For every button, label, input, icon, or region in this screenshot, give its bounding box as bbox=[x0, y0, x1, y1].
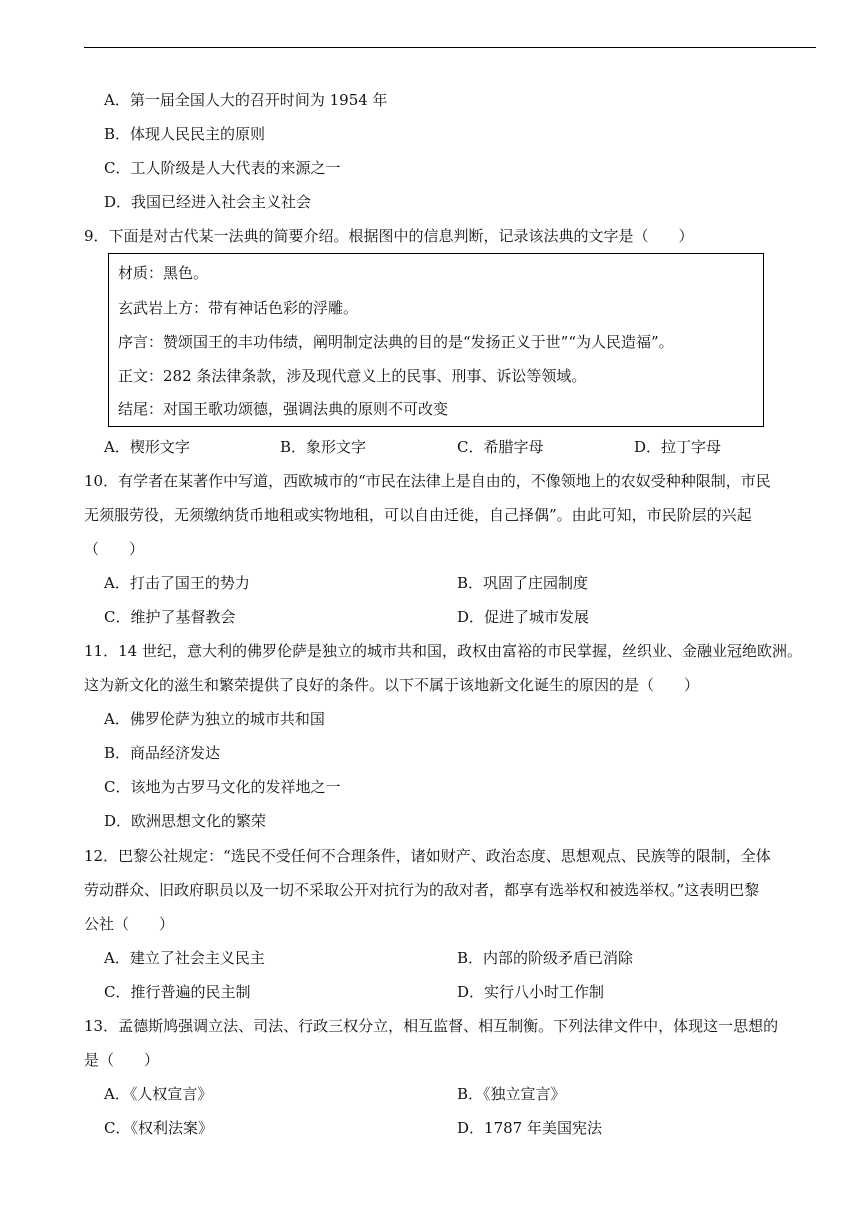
q11-option-d: D．欧洲思想文化的繁荣 bbox=[104, 812, 267, 830]
q11-stem-line: 11．14 世纪，意大利的佛罗伦萨是独立的城市共和国，政权由富裕的市民掌握，丝织业、金融业冠绝欧洲。 bbox=[84, 642, 802, 660]
q11-stem-line: 这为新文化的滋生和繁荣提供了良好的条件。以下不属于该地新文化诞生的原因的是（ ） bbox=[84, 676, 700, 694]
q9-stem: 9．下面是对古代某一法典的简要介绍。根据图中的信息判断，记录该法典的文字是（ ） bbox=[84, 227, 694, 245]
q10-option-b: B．巩固了庄园制度 bbox=[457, 574, 589, 592]
q9-box-line: 结尾：对国王歌功颂德，强调法典的原则不可改变 bbox=[118, 400, 449, 418]
q11-option-c: C．该地为古罗马文化的发祥地之一 bbox=[104, 778, 341, 796]
q11-option-a: A．佛罗伦萨为独立的城市共和国 bbox=[104, 710, 325, 728]
q9-box-line: 正文：282 条法律条款，涉及现代意义上的民事、刑事、诉讼等领域。 bbox=[118, 367, 587, 385]
q10-option-c: C．维护了基督教会 bbox=[104, 608, 236, 626]
q9-option-c: C．希腊字母 bbox=[457, 438, 544, 456]
q9-box-line: 玄武岩上方：带有神话色彩的浮雕。 bbox=[118, 299, 359, 317]
q13-stem-line: 13．孟德斯鸠强调立法、司法、行政三权分立，相互监督、相互制衡。下列法律文件中，体现这一思想的 bbox=[84, 1017, 779, 1035]
q8-option-c: C．工人阶级是人大代表的来源之一 bbox=[104, 159, 341, 177]
q13-option-b: B．《独立宣言》 bbox=[457, 1085, 566, 1103]
q9-box-line: 材质：黑色。 bbox=[118, 264, 209, 282]
q13-stem-line: 是（ ） bbox=[84, 1051, 160, 1069]
q10-stem-line: （ ） bbox=[84, 540, 145, 558]
q13-option-c: C．《权利法案》 bbox=[104, 1119, 213, 1137]
q12-stem-line: 劳动群众、旧政府职员以及一切不采取公开对抗行为的敌对者，都享有选举权和被选举权。”这表明巴黎 bbox=[84, 881, 760, 899]
header-rule bbox=[84, 47, 816, 48]
q13-option-d: D．1787 年美国宪法 bbox=[457, 1119, 602, 1137]
q10-stem-line: 无须服劳役，无须缴纳货币地租或实物地租，可以自由迁徙，自己择偶”。由此可知，市民阶层的兴起 bbox=[84, 506, 752, 524]
q9-option-b: B．象形文字 bbox=[280, 438, 367, 456]
q10-stem-line: 10．有学者在某著作中写道，西欧城市的“市民在法律上是自由的，不像领地上的农奴受种种限制，市民 bbox=[84, 472, 771, 490]
q8-option-d: D．我国已经进入社会主义社会 bbox=[104, 193, 312, 211]
q12-stem-line: 公社（ ） bbox=[84, 915, 175, 933]
q13-option-a: A．《人权宣言》 bbox=[104, 1085, 213, 1103]
q12-option-c: C．推行普遍的民主制 bbox=[104, 983, 251, 1001]
q9-option-a: A．楔形文字 bbox=[104, 438, 190, 456]
q8-option-b: B．体现人民民主的原则 bbox=[104, 125, 266, 143]
q10-option-a: A．打击了国王的势力 bbox=[104, 574, 250, 592]
q10-option-d: D．促进了城市发展 bbox=[457, 608, 590, 626]
q8-option-a: A．第一届全国人大的召开时间为 1954 年 bbox=[104, 91, 388, 109]
q12-option-d: D．实行八小时工作制 bbox=[457, 983, 605, 1001]
q11-option-b: B．商品经济发达 bbox=[104, 744, 221, 762]
q9-box-line: 序言：赞颂国王的丰功伟绩，阐明制定法典的目的是“发扬正义于世”“为人民造福”。 bbox=[118, 333, 674, 351]
q12-option-a: A．建立了社会主义民主 bbox=[104, 949, 265, 967]
q9-option-d: D．拉丁字母 bbox=[634, 438, 722, 456]
q12-option-b: B．内部的阶级矛盾已消除 bbox=[457, 949, 634, 967]
q12-stem-line: 12．巴黎公社规定：“选民不受任何不合理条件，诸如财产、政治态度、思想观点、民族等的限制，全体 bbox=[84, 847, 771, 865]
